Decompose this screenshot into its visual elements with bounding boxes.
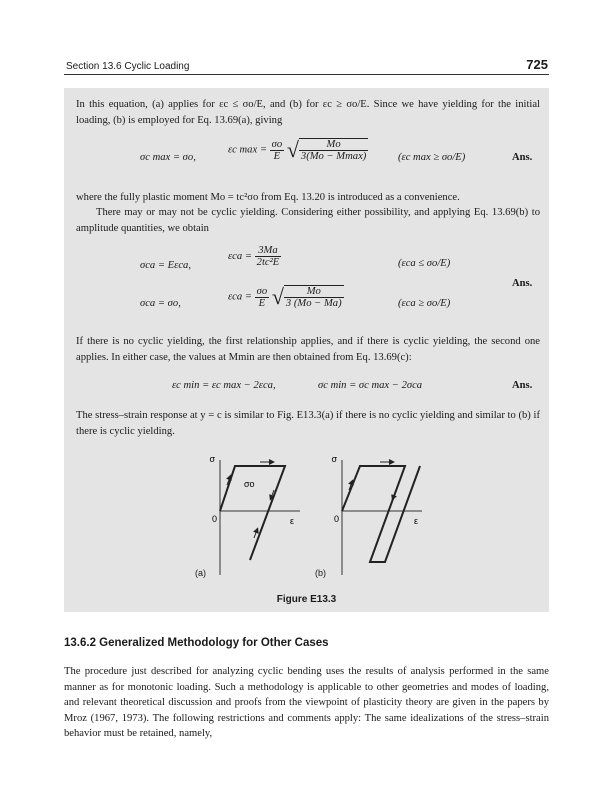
- eq3-sqrt-den: 3 (Mo − Ma): [285, 298, 342, 309]
- panel-a: [209, 454, 300, 575]
- running-header: [64, 58, 548, 74]
- eq1-middle: [228, 137, 368, 163]
- eq1-condition: (εc max ≥ σo/E): [398, 152, 466, 163]
- eq4-left: εc min = εc max − 2εca,: [172, 380, 276, 391]
- panel-b-origin: 0: [334, 514, 340, 524]
- eq2-middle: [228, 245, 281, 268]
- eq1-left: σc max = σo,: [140, 152, 196, 163]
- panel-a-epsilon: ε: [290, 516, 295, 526]
- eq3-coef-den: E: [258, 297, 266, 309]
- eq2-num: 3Ma: [255, 245, 282, 257]
- eq23-ans: Ans.: [512, 278, 533, 289]
- eq3-left: σca = σo,: [140, 298, 181, 309]
- response-paragraph: The stress–strain response at y = c is similar to Fig. E13.3(a) if there is no cyclic yielding and similar to (b) if there is cyclic yielding.: [76, 410, 540, 437]
- eq3-coef: [255, 286, 270, 309]
- panel-a-reload-arrow: [254, 530, 257, 538]
- eq1-ans: Ans.: [512, 152, 533, 163]
- sigma-o-label: σo: [244, 479, 255, 489]
- eq2-condition: (εca ≤ σo/E): [398, 258, 451, 269]
- eq3-middle: [228, 284, 344, 310]
- eq1-coef: [270, 139, 285, 162]
- eq2-lhs: εca =: [228, 250, 252, 262]
- figure-caption: Figure E13.3: [276, 594, 337, 605]
- section-label: Section 13.6 Cyclic Loading: [66, 61, 190, 72]
- eq4-ans: Ans.: [512, 380, 533, 391]
- eq2-frac: [255, 245, 282, 268]
- eq3-sqrt-frac: [284, 285, 344, 309]
- eq1-coef-num: σo: [271, 138, 283, 150]
- where-paragraph: where the fully plastic moment Mo = tc²σo from Eq. 13.20 is introduced as a convenience.: [76, 192, 460, 203]
- panel-a-origin: 0: [212, 514, 218, 524]
- panel-b-sigma-label: σ: [331, 454, 337, 464]
- panel-b-curve: [342, 466, 420, 562]
- no-cyclic-paragraph: If there is no cyclic yielding, the first relationship applies, and if there is cyclic yielding, the second one applies. In either case, the values at Mmin are then obtained from Eq. 13.69(c):: [76, 336, 540, 363]
- subfigure-a-label: (a): [195, 568, 206, 578]
- eq3-condition: (εca ≥ σo/E): [398, 298, 451, 309]
- eq2-den: 2tc²E: [256, 257, 280, 268]
- eq3-sqrt: √: [271, 284, 284, 309]
- panel-a-sigma-label: σ: [209, 454, 215, 464]
- eq1-coef-den: E: [273, 150, 281, 162]
- subfigure-b-label: (b): [315, 568, 326, 578]
- panel-b-epsilon: ε: [414, 516, 419, 526]
- figure-e13-3: [190, 450, 450, 585]
- section-body: The procedure just described for analyzing cyclic bending uses the results of analysis performed in the same manner as for monotonic loading. Such a methodology is applicable to other geometries and modes of loading, and relevant theoretical discussion and proofs from the viewpoint of plasticity theory are given in the papers by Mroz (1967, 1973). The following restrictions and comments apply: The same idealizations of the stress–strain behavior must be retained, namely,: [64, 666, 549, 739]
- intro-paragraph: In this equation, (a) applies for εc ≤ σo/E, and (b) for εc ≥ σo/E. Since we have yielding for the initial loading, (b) is employed for Eq. 13.69(a), giving: [76, 99, 540, 126]
- eq1-sqrt-frac: [299, 138, 368, 162]
- eq1-sqrt: √: [286, 137, 299, 162]
- eq1-sqrt-num: Mo: [299, 139, 368, 151]
- eq2-left: σca = Eεca,: [140, 260, 191, 271]
- eq3-coef-num: σo: [256, 285, 268, 297]
- cyclic-paragraph: There may or may not be cyclic yielding. Considering either possibility, and applying Eq. 13.69(b) to amplitude quantities, we obtain: [76, 207, 540, 234]
- eq1-sqrt-den: 3(Mo − Mmax): [300, 151, 367, 162]
- page-number: 725: [526, 57, 548, 72]
- eq3-sqrt-num: Mo: [284, 286, 344, 298]
- header-rule: [64, 74, 549, 75]
- panel-b: [331, 454, 422, 575]
- eq1-lhs: εc max =: [228, 144, 267, 156]
- eq4-right: σc min = σc max − 2σca: [318, 380, 423, 391]
- section-heading: 13.6.2 Generalized Methodology for Other Cases: [64, 637, 329, 649]
- eq3-lhs: εca =: [228, 291, 252, 303]
